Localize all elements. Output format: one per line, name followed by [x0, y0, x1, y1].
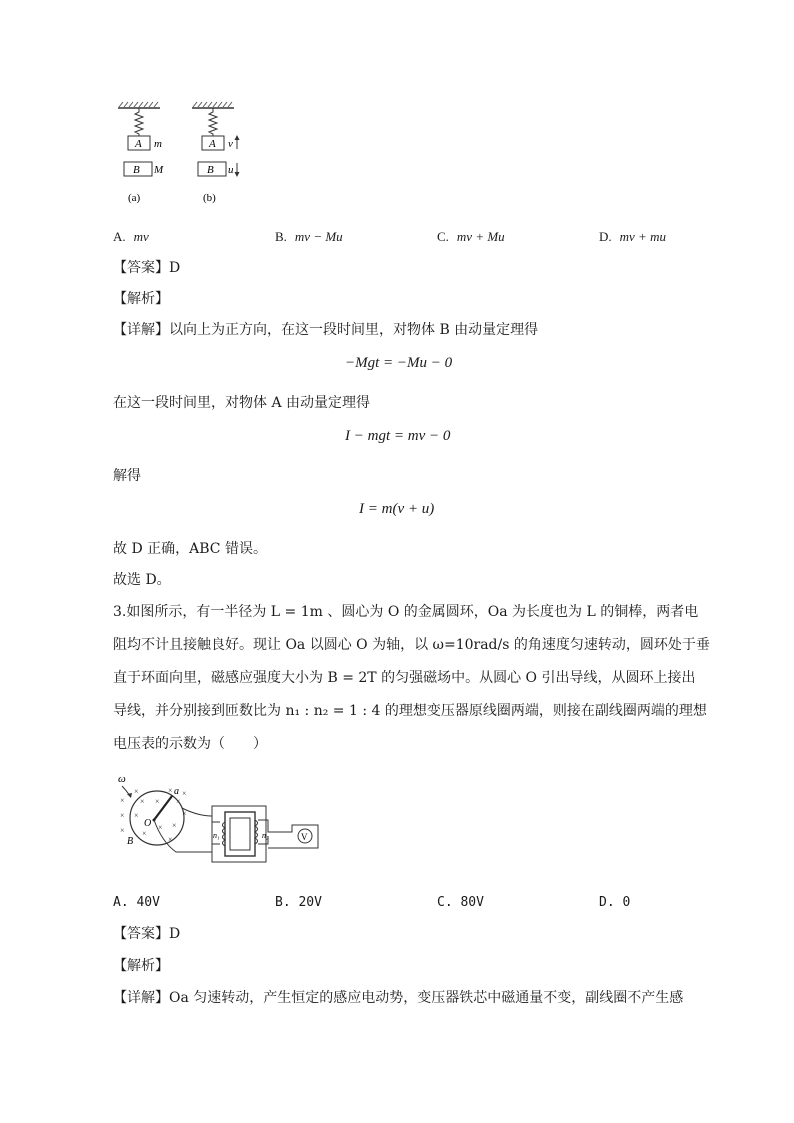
q2-text-5: 故选 D。	[113, 572, 171, 588]
svg-text:×: ×	[120, 826, 125, 835]
transformer-circuit-figure	[112, 770, 324, 874]
q3-line-1: 3.如图所示，有一半径为 L = 1m 、圆心为 O 的金属圆环，Oa 为长度也为 L 的铜棒，两者电	[113, 604, 699, 620]
svg-text:×: ×	[140, 797, 145, 806]
q2-option-d[interactable]: D. mv + mu	[599, 229, 666, 244]
velocity-v-label: v	[228, 138, 233, 150]
caption-a: (a)	[128, 192, 141, 204]
q3-line-2: 阻均不计且接触良好。现让 Oa 以圆心 O 为轴，以 ω=10rad/s 的角速度匀速转动，圆环处于垂	[113, 637, 710, 653]
q3-option-c[interactable]: C. 80V	[437, 895, 484, 910]
velocity-u-label: u	[228, 164, 234, 176]
q2-detail-tag: 【详解】	[113, 322, 169, 338]
q3-line-3: 直于环面向里，磁感应强度大小为 B = 2T 的匀强磁场中。从圆心 O 引出导线，从圆环上接出	[113, 670, 696, 686]
q2-text-3: 解得	[113, 468, 141, 484]
block-b-label: B	[133, 164, 140, 176]
svg-text:×: ×	[134, 787, 139, 796]
q3-option-d[interactable]: D. 0	[599, 895, 631, 910]
q2-option-c[interactable]: C. mv + Mu	[437, 229, 505, 244]
svg-text:×: ×	[176, 797, 181, 806]
q3-analysis: 【解析】	[113, 958, 169, 974]
q2-detail-text: 以向上为正方向，在这一段时间里，对物体 B 由动量定理得	[169, 322, 539, 338]
omega-label: ω	[118, 773, 126, 785]
q3-option-b[interactable]: B. 20V	[275, 895, 322, 910]
svg-text:×: ×	[142, 829, 147, 838]
transformer-frame	[212, 806, 266, 862]
q3-line-5: 电压表的示数为（ ）	[113, 736, 267, 752]
n1-label: n₁	[213, 831, 220, 840]
n2-label: n₂	[262, 831, 269, 840]
q2-analysis: 【解析】	[113, 291, 169, 307]
mass-m-label: m	[154, 138, 162, 150]
arrow-down-icon	[235, 172, 240, 177]
svg-text:×: ×	[120, 796, 125, 805]
q2-option-a[interactable]: A. mv	[113, 229, 149, 244]
svg-text:×: ×	[172, 821, 177, 830]
svg-text:×: ×	[168, 786, 173, 795]
svg-text:×: ×	[155, 797, 160, 806]
svg-text:×: ×	[134, 811, 139, 820]
voltmeter-label: V	[301, 832, 308, 842]
q3-detail	[113, 988, 683, 1008]
block-a-label: A	[135, 138, 142, 150]
q2-option-b[interactable]: B. mv − Mu	[275, 229, 343, 244]
caption-b: (b)	[203, 192, 216, 204]
spring-block-figure	[110, 98, 250, 210]
q2-text-2: 在这一段时间里，对物体 A 由动量定理得	[113, 395, 371, 411]
q3-line-4: 导线，并分别接到匝数比为 n₁ : n₂ = 1 : 4 的理想变压器原线圈两端，则接在副线圈两端的理想	[113, 703, 707, 719]
field-b-label: B	[127, 836, 134, 847]
svg-text:×: ×	[158, 823, 163, 832]
q2-equation-1: −Mgt = −Mu − 0	[345, 355, 453, 371]
point-a-label: a	[174, 786, 179, 797]
q2-detail	[113, 320, 538, 340]
svg-text:×: ×	[168, 835, 173, 844]
q3-answer: 【答案】D	[113, 926, 181, 942]
q2-equation-2: I − mgt = mv − 0	[345, 428, 451, 444]
block-b-label-b: B	[207, 164, 214, 176]
q3-detail-tag: 【详解】	[113, 990, 169, 1006]
q3-option-a[interactable]: A. 40V	[113, 895, 160, 910]
mass-big-m-label: M	[154, 164, 164, 176]
q3-detail-text: Oa 匀速转动，产生恒定的感应电动势，变压器铁芯中磁通量不变，副线圈不产生感	[169, 990, 684, 1006]
rotation-arrow-icon	[127, 793, 132, 798]
q2-text-4: 故 D 正确，ABC 错误。	[113, 541, 267, 557]
svg-text:×: ×	[182, 809, 187, 818]
block-a-label-b: A	[209, 138, 216, 150]
svg-text:×: ×	[182, 789, 187, 798]
q2-answer: 【答案】D	[113, 260, 181, 276]
q2-equation-3: I = m(v + u)	[359, 501, 435, 517]
arrow-up-icon	[235, 135, 240, 140]
center-o-label: O	[144, 818, 152, 829]
svg-text:×: ×	[120, 811, 125, 820]
